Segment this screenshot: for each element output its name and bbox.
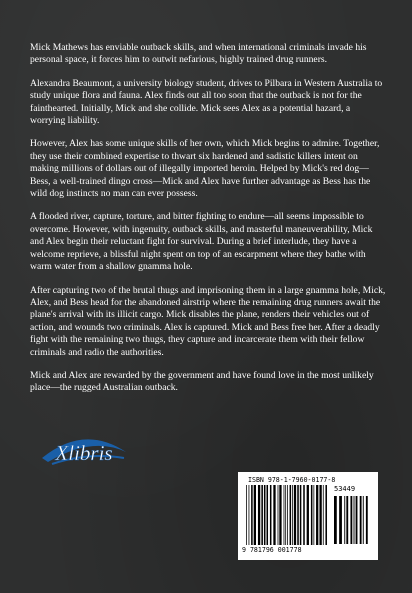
barcode-addon-bars	[334, 496, 370, 546]
blurb-paragraph-3: However, Alex has some unique skills of her own, which Mick begins to admire. Together, they use their combined expertise to thwart six hardened and sadistic killers intent on making millions of dollars out of illegally imported heroin. Helped by Mick's red dog—Bess, a well-trained dingo cross—Mick and Alex have further advantage as Bess has the wild dog instincts no man can ever possess.	[30, 138, 380, 200]
isbn-barcode	[238, 472, 378, 560]
publisher-logo	[38, 428, 130, 472]
barcode-number: 9 781796 001778	[242, 546, 302, 554]
blurb-paragraph-4: A flooded river, capture, torture, and bitter fighting to endure—all seems impossible to overcome. However, with ingenuity, outback skills, and masterful maneuverability, Mick and Alex begin their reluctant fight for survival. During a brief interlude, they have a welcome reprieve, a blissful night spent on top of an escarpment where they bathe with warm water from a shallow gnamma hole.	[30, 211, 373, 273]
blurb-paragraph-2: Alexandra Beaumont, a university biology student, drives to Pilbara in Western Australia to study unique flora and fauna. Alex finds out all too soon that the outback is not for the fainthearted. Initially, Mick and she collide. Mick sees Alex as a potential hazard, a worrying liability.	[30, 77, 383, 127]
blurb-paragraph-1: Mick Mathews has enviable outback skills, and when international criminals invade his personal space, it forces him to outwit nefarious, highly trained drug runners.	[30, 42, 367, 66]
isbn-label: ISBN 978-1-7960-0177-8	[248, 476, 336, 484]
barcode-addon-number: 53449	[334, 485, 356, 493]
barcode-bars	[246, 485, 328, 547]
blurb-paragraph-5: After capturing two of the brutal thugs and imprisoning them in a large gnamma hole, Mick, Alex, and Bess head for the abandoned airstrip where the remaining drug runners await the plane's arrival with its illicit cargo. Mick disables the plane, renders their vehicles out of action, and wounds two criminals. Alex is captured. Mick and Bess free her. After a deadly fight with the remaining two thugs, they capture and incarcerate them with their fellow criminals and radio the authorities.	[30, 284, 386, 358]
blurb-text	[30, 42, 386, 406]
blurb-paragraph-6: Mick and Alex are rewarded by the government and have found love in the most unlikely place—the rugged Australian outback.	[30, 369, 374, 394]
publisher-logo-text: Xlibris	[55, 441, 113, 465]
